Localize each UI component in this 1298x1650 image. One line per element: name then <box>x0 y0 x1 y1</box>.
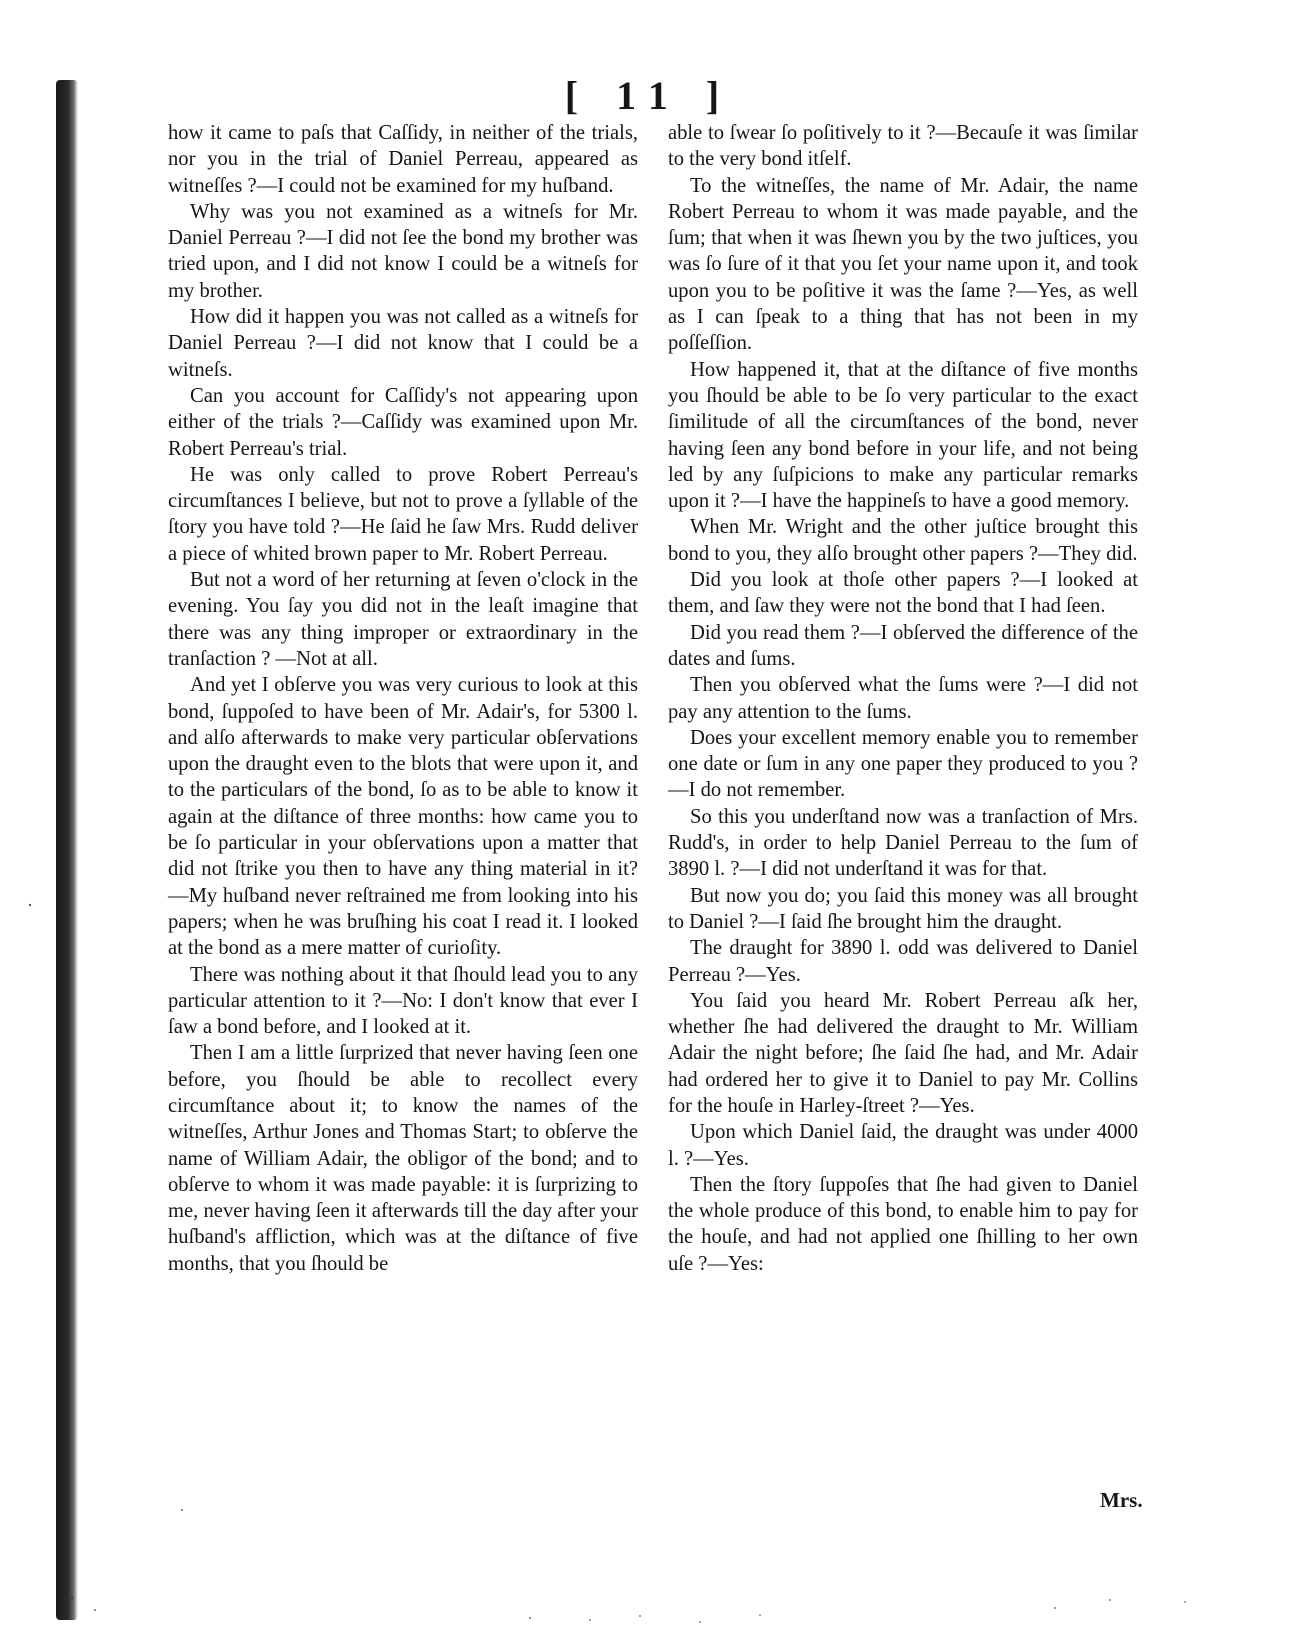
paragraph: He was only called to prove Robert Perreau's circumſtances I believe, but not to prove a ſyllable of the ſtory you have told ?—He ſaid he ſaw Mrs. Rudd deliver a piece of whited brown paper to Mr. Robert Perreau. <box>168 463 638 565</box>
paragraph: Then the ſtory ſuppoſes that ſhe had given to Daniel the whole produce of this bond, to enable him to pay for the houſe, and had not applied one ſhilling to her own uſe ?—Yes: <box>668 1173 1138 1275</box>
paragraph: Upon which Daniel ſaid, the draught was under 4000 l. ?—Yes. <box>668 1121 1138 1170</box>
paragraph: There was nothing about it that ſhould lead you to any particular attention to it ?—No: I don't know that ever I ſaw a bond before, and I looked at it. <box>168 963 638 1039</box>
paragraph: How did it happen you was not called as a witneſs for Daniel Perreau ?—I did not know that I could be a witneſs. <box>168 306 638 381</box>
page-header: [ 11 ] <box>564 73 734 118</box>
right-column <box>668 120 1138 1277</box>
paragraph: able to ſwear ſo poſitively to it ?—Becauſe it was ſimilar to the very bond itſelf. <box>668 122 1138 171</box>
paragraph: Does your excellent memory enable you to remember one date or ſum in any one paper they produced to you ?—I do not remember. <box>668 726 1138 802</box>
paragraph: The draught for 3890 l. odd was delivered to Daniel Perreau ?—Yes. <box>668 937 1138 986</box>
paragraph: Then you obſerved what the ſums were ?—I did not pay any attention to the ſums. <box>668 674 1138 723</box>
paragraph: So this you underſtand now was a tranſaction of Mrs. Rudd's, in order to help Daniel Perreau to the ſum of 3890 l. ?—I did not underſtand it was for that. <box>668 805 1138 881</box>
paragraph: How happened it, that at the diſtance of five months you ſhould be able to be ſo very particular to the exact ſimilitude of all the circumſtances of the bond, never having ſeen any bond before in your life, and not being led by any ſuſpicions to make any particular remarks upon it ?—I have the happineſs to have a good memory. <box>668 358 1138 513</box>
paragraph: how it came to paſs that Caſſidy, in neither of the trials, nor you in the trial of Daniel Perreau, appeared as witneſſes ?—I could not be examined for my huſband. <box>168 122 638 197</box>
paragraph: You ſaid you heard Mr. Robert Perreau aſk her, whether ſhe had delivered the draught to Mr. William Adair the night before; ſhe ſaid ſhe had, and Mr. Adair had ordered her to give it to Daniel to pay Mr. Collins for the houſe in Harley-ſtreet ?—Yes. <box>668 989 1138 1117</box>
paragraph: Why was you not examined as a witneſs for Mr. Daniel Perreau ?—I did not ſee the bond my brother was tried upon, and I did not know I could be a witneſs for my brother. <box>168 200 638 302</box>
catchword: Mrs. <box>1100 1488 1143 1512</box>
paragraph: Did you read them ?—I obſerved the difference of the dates and ſums. <box>668 621 1138 670</box>
left-column <box>168 120 638 1277</box>
paragraph: When Mr. Wright and the other juſtice brought this bond to you, they alſo brought other papers ?—They did. <box>668 516 1138 565</box>
paragraph: And yet I obſerve you was very curious to look at this bond, ſuppoſed to have been of Mr. Adair's, for 5300 l. and alſo afterwards to make very particular obſervations upon the draught even to the blots that were upon it, and to the particulars of the bond, ſo as to be able to know it again at the diſtance of three months: how came you to be ſo particular in your obſervations upon a matter that did not ſtrike you then to have any thing material in it?—My huſband never reſtrained me from looking into his papers; when he was bruſhing his coat I read it. I looked at the bond as a mere matter of curioſity. <box>168 674 638 960</box>
paragraph: Can you account for Caſſidy's not appearing upon either of the trials ?—Caſſidy was examined upon Mr. Robert Perreau's trial. <box>168 384 638 460</box>
paragraph: Did you look at thoſe other papers ?—I looked at them, and ſaw they were not the bond that I had ſeen. <box>668 569 1138 618</box>
paragraph: But not a word of her returning at ſeven o'clock in the evening. You ſay you did not in the leaſt imagine that there was any thing improper or extraordinary in the tranſaction ? —Not at all. <box>168 569 638 670</box>
paragraph: Then I am a little ſurprized that never having ſeen one before, you ſhould be able to recollect every circumſtance about it; to know the names of the witneſſes, Arthur Jones and Thomas Start; to obſerve the name of William Adair, the obligor of the bond; and to obſerve to whom it was made payable: it is ſurprizing to me, never having ſeen it afterwards till the day after your huſband's affliction, which was at the diſtance of five months, that you ſhould be <box>168 1042 638 1275</box>
page-binding-shadow <box>56 80 78 1620</box>
paragraph: But now you do; you ſaid this money was all brought to Daniel ?—I ſaid ſhe brought him the draught. <box>668 884 1138 933</box>
paragraph: To the witneſſes, the name of Mr. Adair, the name Robert Perreau to whom it was made payable, and the ſum; that when it was ſhewn you by the two juſtices, you was ſo ſure of it that you ſet your name upon it, and took upon you to be poſitive it was the ſame ?—Yes, as well as I can ſpeak to a thing that has not been in my poſſeſſion. <box>668 174 1138 355</box>
